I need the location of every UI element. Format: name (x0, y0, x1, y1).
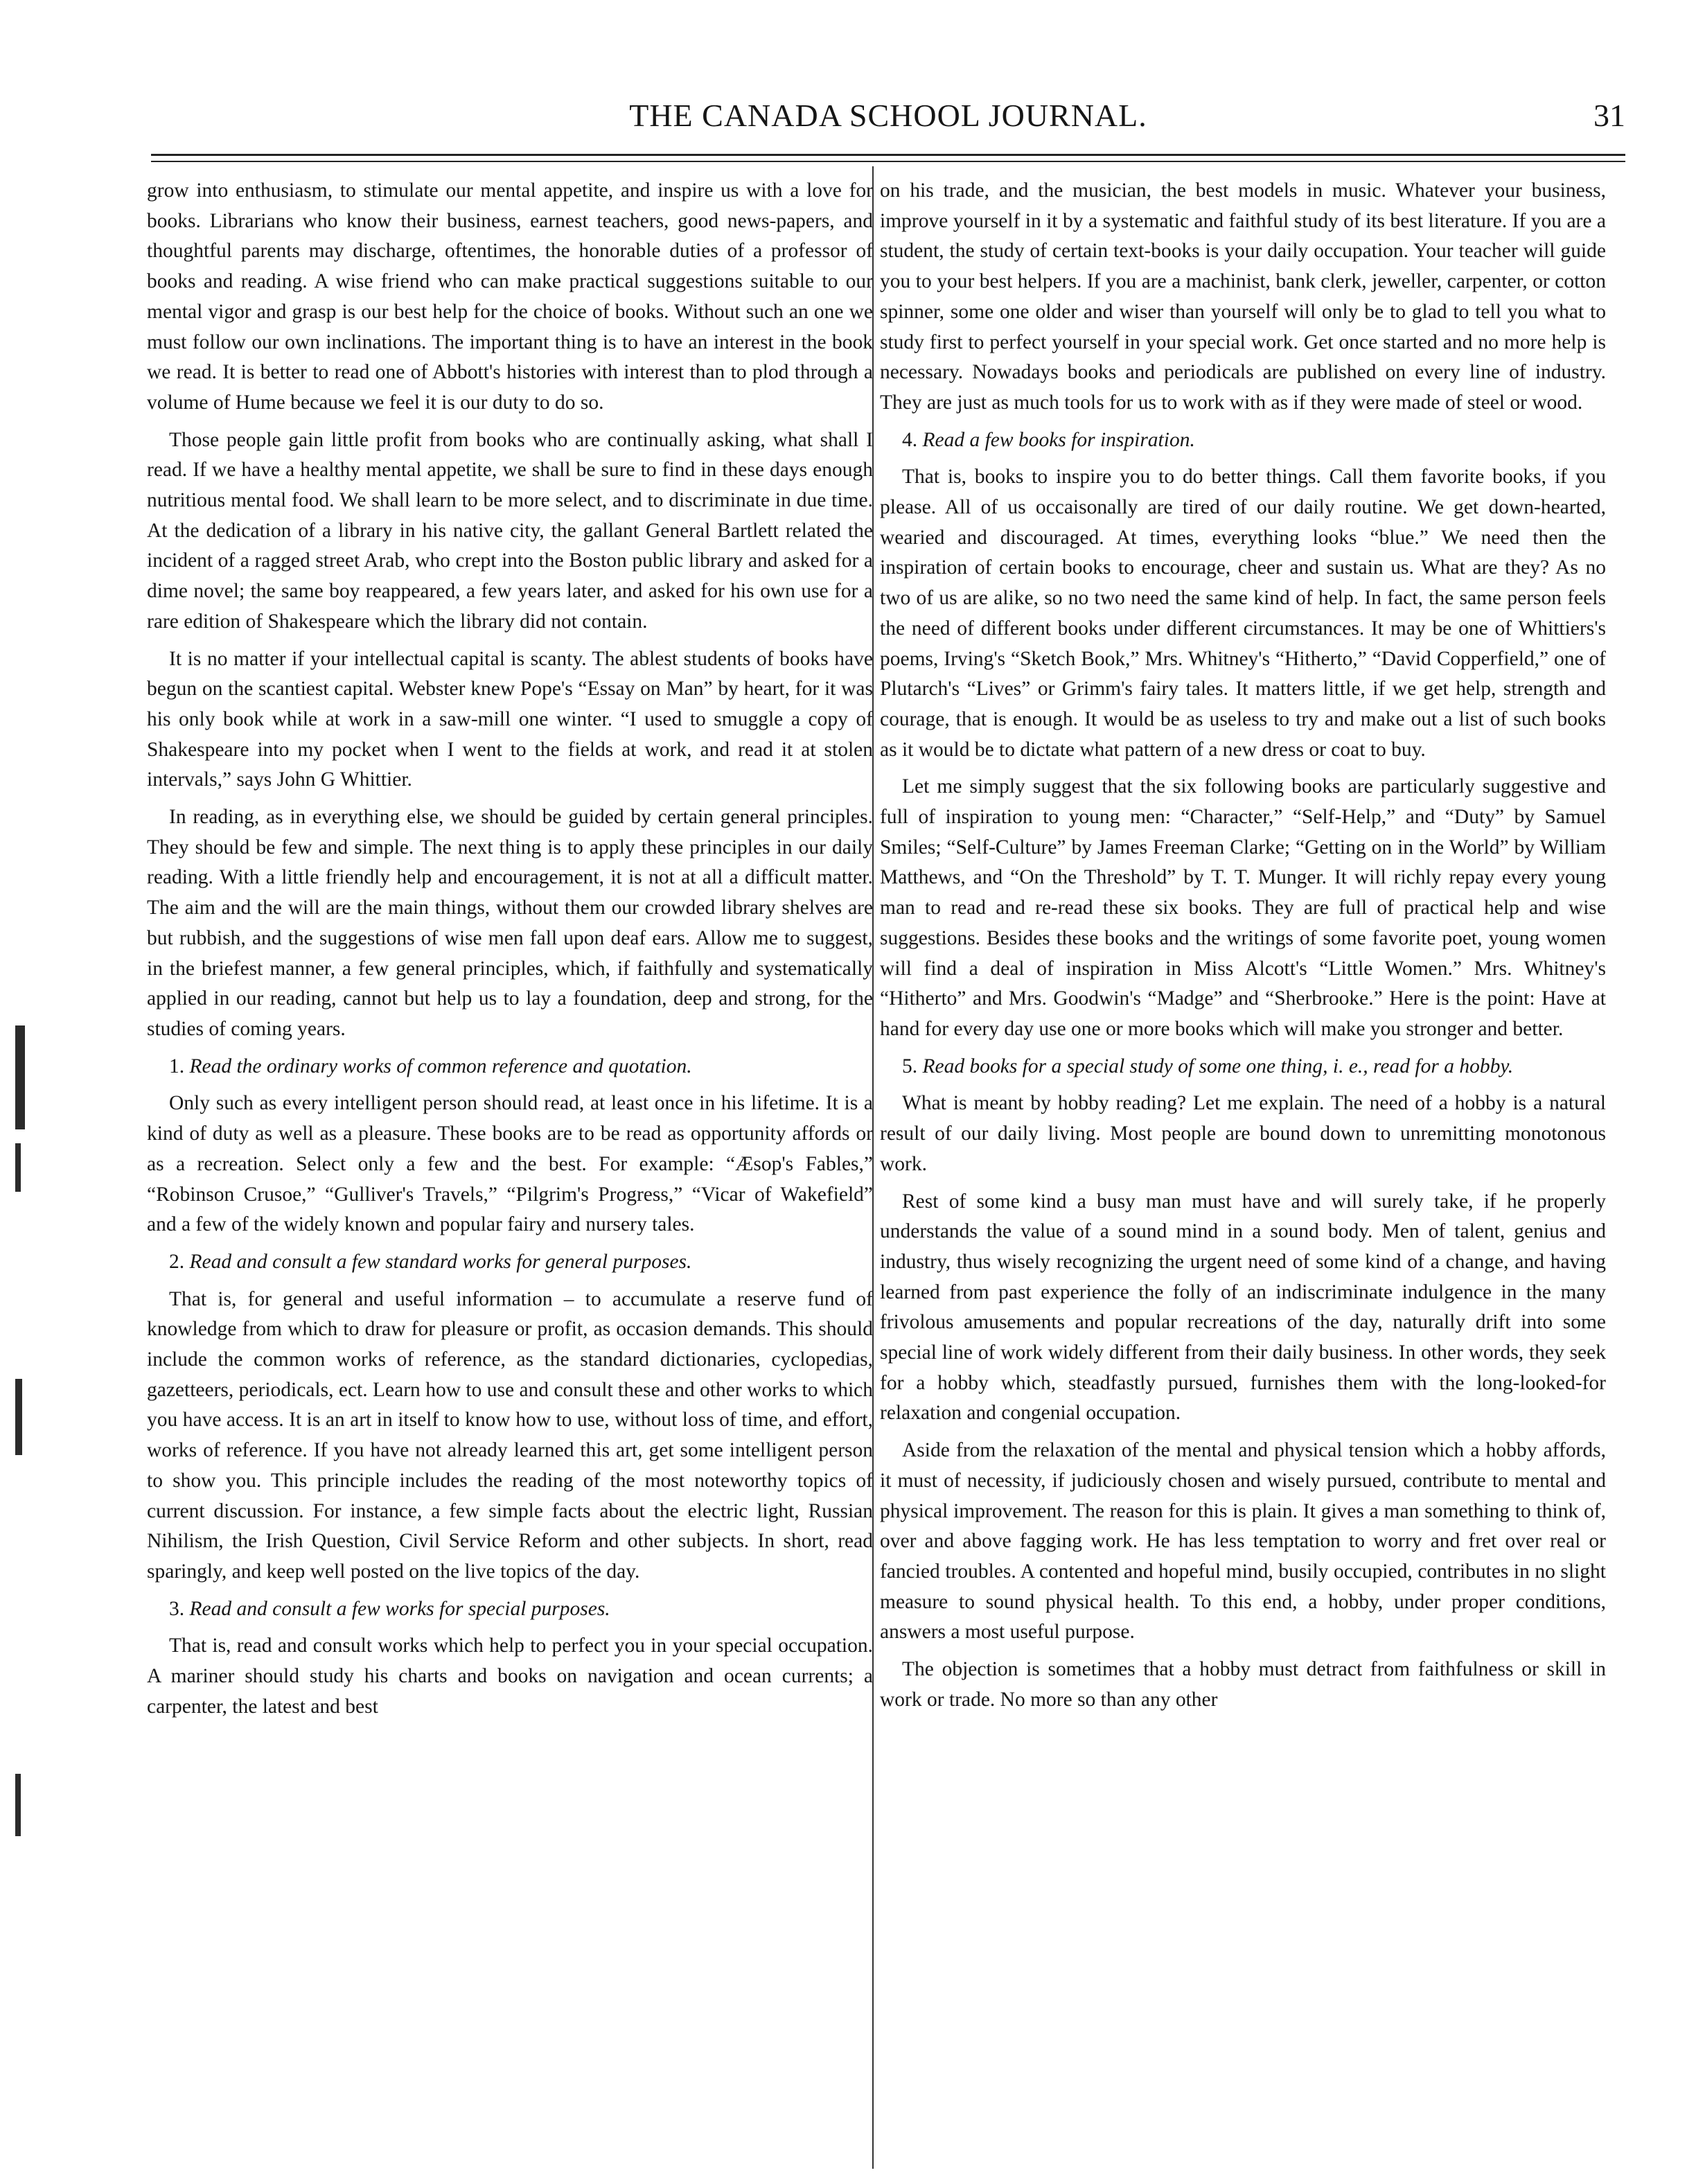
section-number: 4. (902, 428, 918, 451)
paragraph: That is, read and consult works which help to perfect you in your special occupation. A mariner should study his charts and books on navigation and ocean currents; a carpenter, the latest and best (147, 1635, 873, 1718)
section-heading (880, 1052, 1606, 1082)
page-header (151, 97, 1625, 146)
section-heading (147, 1594, 873, 1625)
section-number: 3. (169, 1597, 185, 1620)
scan-edge-mark (15, 1025, 25, 1129)
section-heading-text: Read and consult a few works for special purposes. (189, 1597, 610, 1620)
paragraph: That is, books to inspire you to do better things. Call them favorite books, if you please. All of us occaisonally are tired of our daily routine. We get down-hearted, wearied and discouraged. At times, everything looks “blue.” We need then the inspiration of certain books to encourage, cheer and sustain us. What are they? As no two of us are alike, so no two need the same kind of help. In fact, the same person feels the need of different books under different circumstances. It may be one of Whittiers's poems, Irving's “Sketch Book,” Mrs. Whitney's “Hitherto,” “David Copperfield,” one of Plutarch's “Lives” or Grimm's fairy tales. It matters little, if we get help, strength and courage, that is enough. It would be as useless to try and make out a list of such books as it would be to dictate what pattern of a new dress or coat to buy. (880, 466, 1606, 761)
section-number: 2. (169, 1250, 185, 1273)
section-number: 1. (169, 1055, 185, 1077)
section-heading-text: Read and consult a few standard works for general purposes. (189, 1250, 692, 1273)
page-number: 31 (1593, 98, 1625, 133)
paragraph: In reading, as in everything else, we should be guided by certain general principles. They should be few and simple. The next thing is to apply these principles in our daily reading. With a little friendly help and encouragement, it is not at all a difficult matter. The aim and the will are the main things, without them our crowded library shelves are but rubbish, and the suggestions of wise men fall upon deaf ears. Allow me to suggest, in the briefest manner, a few general principles, which, if faithfully and systematically applied in our reading, cannot but help us to lay a foundation, deep and strong, for the studies of coming years. (147, 806, 873, 1040)
header-rule-top (151, 154, 1625, 156)
scan-edge-mark (15, 1143, 21, 1192)
scan-edge-mark (15, 1774, 21, 1836)
paragraph: That is, for general and useful information – to accumulate a reserve fund of knowledge from which to draw for pleasure or profit, as occasion demands. This should include the common works of reference, as the standard dictionaries, cyclopedias, gazetteers, periodicals, ect. Learn how to use and consult these and other works to which you have access. It is an art in itself to know how to use, without loss of time, and effort, works of reference. If you have not already learned this art, get some intelligent person to show you. This principle includes the reading of the most noteworthy topics of current discussion. For instance, a few simple facts about the electric light, Russian Nihilism, the Irish Question, Civil Service Reform and other subjects. In short, read sparingly, and keep well posted on the live topics of the day. (147, 1287, 873, 1583)
paragraph: The objection is sometimes that a hobby must detract from faithfulness or skill in work or trade. No more so than any other (880, 1658, 1606, 1711)
section-heading (147, 1247, 873, 1278)
section-heading-text: Read books for a special study of some one thing, i. e., read for a hobby. (922, 1055, 1514, 1077)
paragraph: What is meant by hobby reading? Let me explain. The need of a hobby is a natural result of our daily living. Most people are bound down to unremitting monotonous work. (880, 1092, 1606, 1175)
paragraph: on his trade, and the musician, the best models in music. Whatever your business, improve yourself in it by a systematic and faithful study of its best literature. If you are a student, the study of certain text-books is your daily occupation. Your teacher will guide you to your best helpers. If you are a machinist, bank clerk, jeweller, carpenter, or cotton spinner, some one older and wiser than yourself will only be to glad to tell you what to study first to perfect yourself in your special work. Get once started and no more help is necessary. Nowadays books and periodicals are published on every line of industry. They are just as much tools for us to work with as if they were made of steel or wood. (880, 179, 1606, 414)
journal-title: THE CANADA SCHOOL JOURNAL. (629, 98, 1147, 133)
scan-edge-mark (15, 1379, 22, 1455)
paragraph: grow into enthusiasm, to stimulate our mental appetite, and inspire us with a love for books. Librarians who know their business, earnest teachers, good news-papers, and thoughtful parents may discharge, oftentimes, the honorable duties of a professor of books and reading. A wise friend who can make practical suggestions suitable to our mental vigor and grasp is our best help for the choice of books. Without such an one we must follow our own inclinations. The important thing is to have an interest in the book we read. It is better to read one of Abbott's histories with interest than to plod through a volume of Hume because we feel it is our duty to do so. (147, 179, 873, 414)
paragraph: Only such as every intelligent person should read, at least once in his lifetime. It is a kind of duty as well as a pleasure. These books are to be read as opportunity affords or as a recreation. Select only a few and the best. For example: “Æsop's Fables,” “Robinson Crusoe,” “Gulliver's Travels,” “Pilgrim's Progress,” “Vicar of Wakefield” and a few of the widely known and popular fairy and nursery tales. (147, 1092, 873, 1236)
section-heading-text: Read the ordinary works of common reference and quotation. (189, 1055, 692, 1077)
paragraph: Let me simply suggest that the six following books are particularly suggestive and full of inspiration to young men: “Character,” “Self-Help,” and “Duty” by Samuel Smiles; “Self-Culture” by James Freeman Clarke; “Getting on in the World” by William Matthews, and “On the Threshold” by T. T. Munger. It will richly repay every young man to read and re-read these six books. They are full of practical help and wise suggestions. Besides these books and the writings of some favorite poet, young women will find a deal of inspiration in Miss Alcott's “Little Women.” Mrs. Whitney's “Hitherto” and Mrs. Goodwin's “Madge” and “Sherbrooke.” Here is the point: Have at hand for every day use one or more books which will make you stronger and better. (880, 775, 1606, 1040)
paragraph: It is no matter if your intellectual capital is scanty. The ablest students of books have begun on the scantiest capital. Webster knew Pope's “Essay on Man” by heart, for it was his only book while at work in a saw-mill one winter. “I used to smuggle a copy of Shakespeare into my pocket when I went to the fields at work, and read it at stolen intervals,” says John G Whittier. (147, 647, 873, 791)
column-divider (872, 166, 874, 2169)
section-number: 5. (902, 1055, 918, 1077)
section-heading (880, 425, 1606, 456)
paragraph: Rest of some kind a busy man must have and will surely take, if he properly understands the value of a sound mind in a sound body. Men of talent, genius and industry, thus wisely recognizing the urgent need of some kind of a change, and having learned from past experience the folly of an indiscriminate indulgence in the many frivolous amusements and popular recreations of the day, naturally drift into some special line of work widely different from their daily business. In other words, they seek for a hobby which, steadfastly pursued, furnishes them with the long-looked-for relaxation and congenial occupation. (880, 1190, 1606, 1425)
header-rule-bottom (151, 161, 1625, 162)
section-heading-text: Read a few books for inspiration. (922, 428, 1195, 451)
paragraph: Those people gain little profit from books who are continually asking, what shall I read. If we have a healthy mental appetite, we shall be sure to find in these days enough nutritious mental food. We shall learn to be more select, and to discriminate in due time. At the dedication of a library in his native city, the gallant General Bartlett related the incident of a ragged street Arab, who crept into the Boston public library and asked for a dime novel; the same boy reappeared, a few years later, and asked for his own use for a rare edition of Shakespeare which the library did not contain. (147, 428, 873, 633)
left-column (147, 176, 873, 2172)
right-column (880, 176, 1606, 2172)
section-heading (147, 1052, 873, 1082)
paragraph: Aside from the relaxation of the mental and physical tension which a hobby affords, it must of necessity, if judiciously chosen and wisely pursued, contribute to mental and physical improvement. The reason for this is plain. It gives a man something to think of, over and above fagging work. He has less temptation to worry and fret over real or fancied troubles. A contented and hopeful mind, busily occupied, contributes in no slight measure to sound physical health. To this end, a hobby, under proper conditions, answers a most useful purpose. (880, 1439, 1606, 1644)
